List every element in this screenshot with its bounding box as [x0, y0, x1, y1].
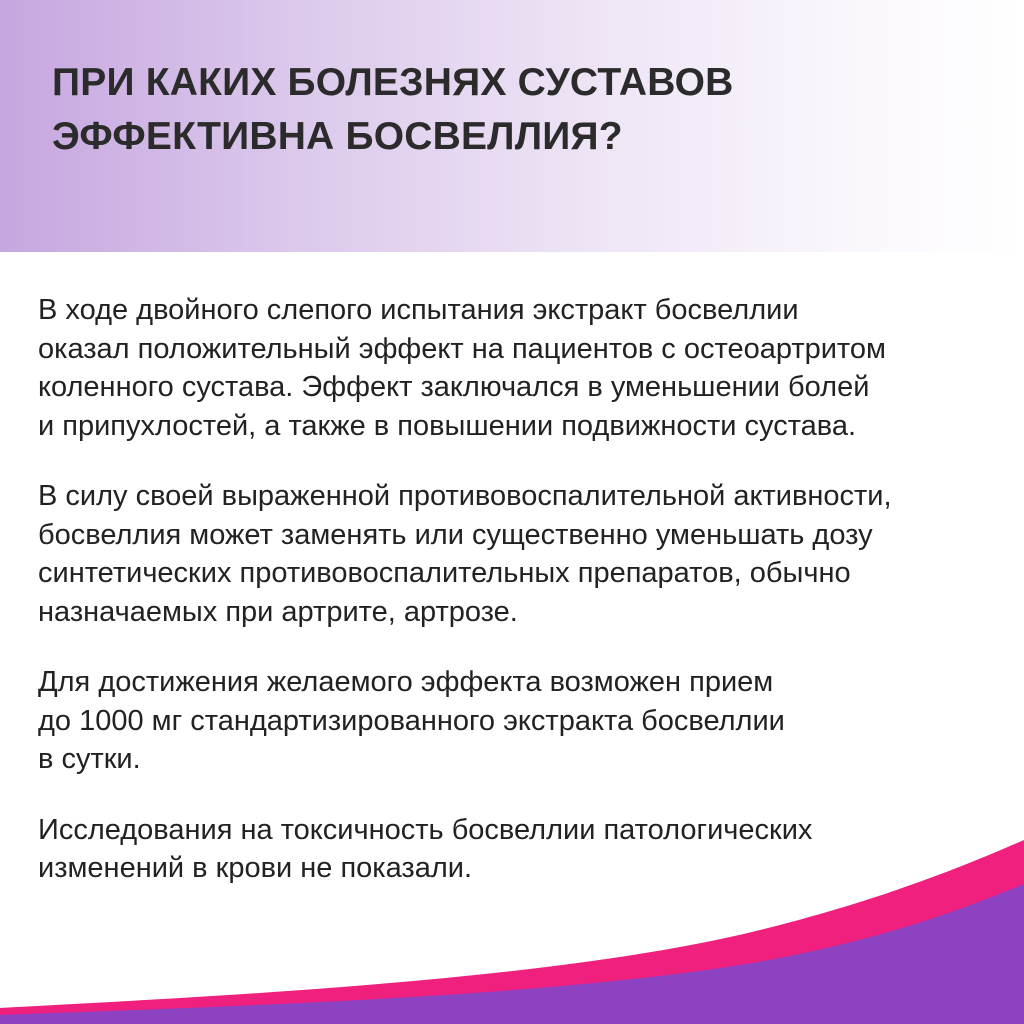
- text-line: оказал положительный эффект на пациентов с остеоартритом: [38, 332, 886, 365]
- title-line: ЭФФЕКТИВНА БОСВЕЛЛИЯ?: [52, 115, 623, 158]
- text-line: в сутки.: [38, 743, 141, 775]
- text-line: коленного сустава. Эффект заключался в уменьшении болей: [38, 371, 870, 403]
- text-line: синтетических противовоспалительных препаратов, обычно: [38, 557, 851, 589]
- text-line: В ходе двойного слепого испытания экстракт босвеллии: [38, 294, 799, 326]
- text-line: до 1000 мг стандартизированного экстракта босвеллии: [38, 704, 785, 737]
- text-line: изменений в крови не показали.: [38, 852, 473, 884]
- text-line: Для достижения желаемого эффекта возможен прием: [38, 666, 774, 698]
- text-line: и припухлостей, а также в повышении подвижности сустава.: [38, 409, 857, 442]
- text-line: назначаемых при артрите, артрозе.: [38, 595, 518, 628]
- text-line: В силу своей выраженной противовоспалительной активности,: [38, 480, 892, 512]
- title-line: ПРИ КАКИХ БОЛЕЗНЯХ СУСТАВОВ: [52, 61, 734, 104]
- text-line: босвеллия может заменять или существенно уменьшать дозу: [38, 518, 873, 551]
- text-line: Исследования на токсичность босвеллии патологических: [38, 813, 813, 846]
